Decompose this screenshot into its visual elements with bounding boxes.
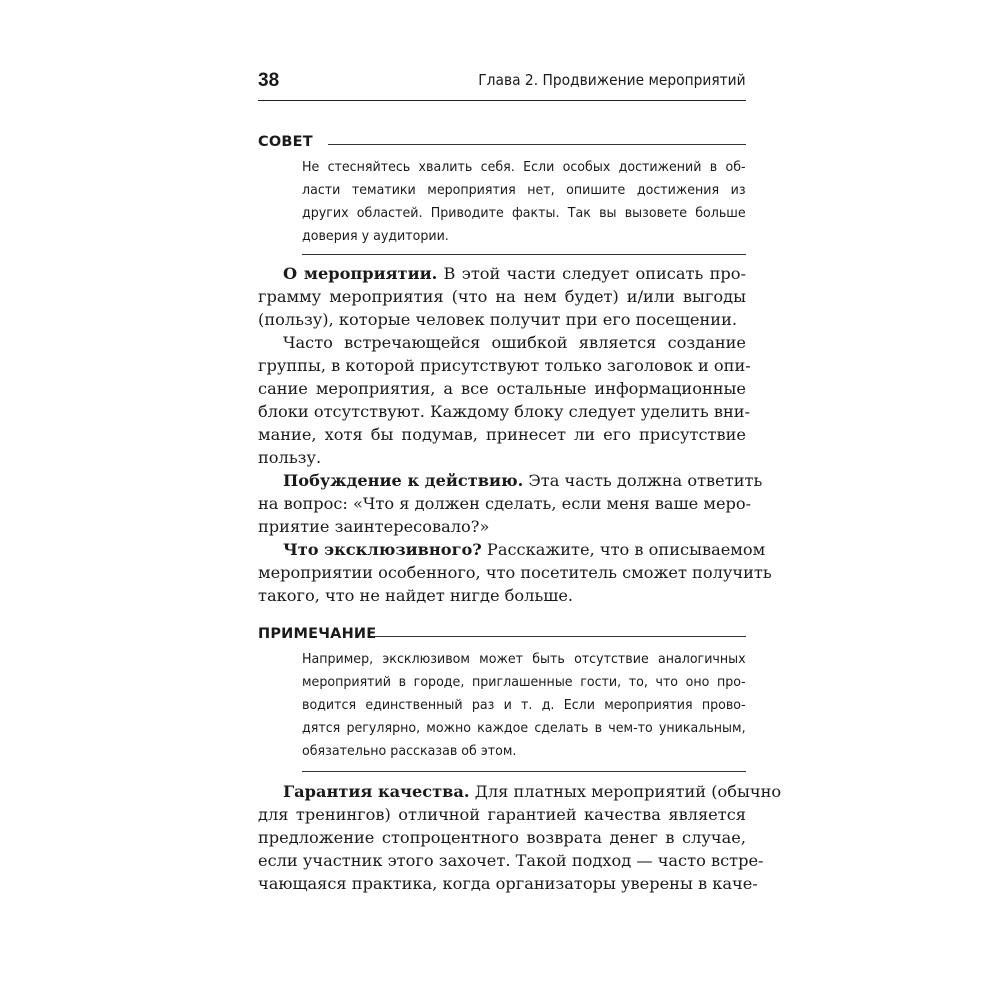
- heading-about: О мероприятии.: [283, 264, 438, 283]
- text-line: Часто встречающейся ошибкой является создание: [283, 333, 746, 352]
- tip-bottom-rule: [302, 254, 746, 255]
- heading-guarantee: Гарантия качества.: [283, 782, 470, 801]
- paragraph-exclusive-first-line: Что эксклюзивного? Расскажите, что в описываемом: [283, 540, 766, 559]
- paragraph-cta-first-line: Побуждение к действию. Эта часть должна ответить: [283, 471, 763, 490]
- text-line: такого, что не найдет нигде больше.: [258, 586, 574, 605]
- tip-line: других областей. Приводите факты. Так вы вызовете больше: [302, 205, 746, 221]
- text-line: грамму мероприятия (что на нем будет) и/или выгоды: [258, 287, 746, 306]
- tip-label: СОВЕТ: [258, 134, 313, 150]
- text-line: блоки отсутствуют. Каждому блоку следует уделить вни-: [258, 402, 750, 421]
- note-line: водится единственный раз и т. д. Если мероприятия прово-: [302, 697, 746, 713]
- text-line: на вопрос: «Что я должен сделать, если меня ваше меро-: [258, 494, 752, 513]
- paragraph-about: О мероприятии. В этой части следует описать про-: [283, 264, 746, 283]
- note-line: мероприятий в городе, приглашенные гости, то, что оно про-: [302, 674, 746, 690]
- main-text-lower: [258, 780, 782, 895]
- heading-exclusive: Что эксклюзивного?: [283, 540, 482, 559]
- tip-line: доверия у аудитории.: [302, 228, 449, 244]
- note-label: ПРИМЕЧАНИЕ: [258, 626, 377, 642]
- text-line: мание, хотя бы подумав, принесет ли его присутствие: [258, 425, 746, 444]
- note-line: дятся регулярно, можно каждое сделать в чем-то уникальным,: [302, 720, 746, 736]
- text-line: группы, в которой присутствуют только заголовок и опи-: [258, 356, 751, 375]
- text-line: если участник этого захочет. Такой подход — часто встре-: [258, 851, 764, 870]
- note-text: [302, 648, 746, 763]
- text-line: пользу.: [258, 448, 322, 467]
- text-line: (пользу), которые человек получит при его посещении.: [258, 310, 738, 329]
- running-title: Глава 2. Продвижение мероприятий: [478, 71, 746, 89]
- text-line: для тренингов) отличной гарантией качества является: [258, 805, 746, 824]
- note-line: Например, эксклюзивом может быть отсутствие аналогичных: [302, 651, 746, 667]
- tip-label-rule: [328, 144, 746, 145]
- main-text-upper: [258, 262, 772, 607]
- note-line: обязательно рассказав об этом.: [302, 743, 517, 759]
- text-line: мероприятии особенного, что посетитель сможет получить: [258, 563, 772, 582]
- tip-line: ласти тематики мероприятия нет, опишите достижения из: [302, 182, 746, 198]
- text-line: сание мероприятия, а все остальные информационные: [258, 379, 746, 398]
- paragraph-guarantee-first-line: Гарантия качества. Для платных мероприятий (обычно: [283, 782, 782, 801]
- text-line: предложение стопроцентного возврата денег в случае,: [258, 828, 746, 847]
- header-rule: [258, 100, 746, 101]
- page-number: 38: [258, 70, 280, 91]
- note-box: [258, 626, 746, 772]
- tip-box: [258, 134, 746, 255]
- text-line: приятие заинтересовало?»: [258, 517, 490, 536]
- heading-cta: Побуждение к действию.: [283, 471, 524, 490]
- tip-text: [302, 156, 746, 248]
- text-line: чающаяся практика, когда организаторы уверены в каче-: [258, 874, 758, 893]
- note-bottom-rule: [302, 771, 746, 772]
- note-label-rule: [372, 636, 746, 637]
- tip-line: Не стесняйтесь хвалить себя. Если особых достижений в об-: [302, 159, 746, 175]
